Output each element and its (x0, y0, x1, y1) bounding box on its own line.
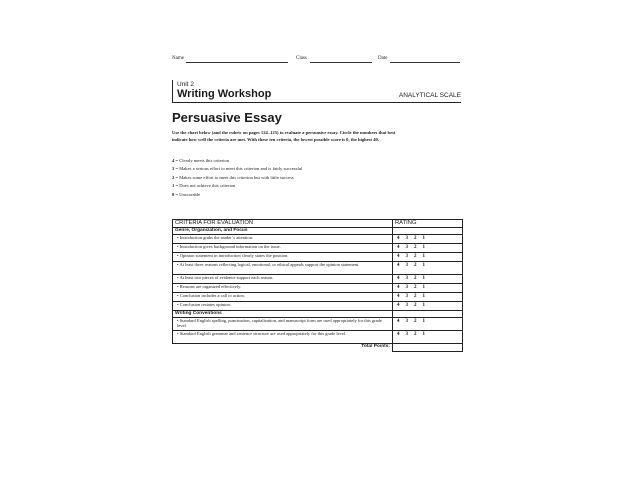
rating-option-3[interactable]: 3 (405, 319, 408, 324)
scale-item: 2 = Makes some effort to meet this criterion but with little success (172, 174, 294, 180)
rating-option-4[interactable]: 4 (397, 263, 400, 268)
rating-column-header: RATING (393, 220, 463, 228)
rating-cell (393, 262, 463, 275)
table-row (173, 275, 463, 284)
score-scale-list (172, 157, 432, 199)
rating-option-2[interactable]: 2 (414, 236, 417, 241)
rating-option-2[interactable]: 2 (414, 285, 417, 290)
section-title: Writing Conventions (173, 311, 393, 318)
rating-option-3[interactable]: 3 (405, 245, 408, 250)
rating-option-4[interactable]: 4 (397, 236, 400, 241)
rating-option-2[interactable]: 2 (414, 276, 417, 281)
rating-option-2[interactable]: 2 (414, 332, 417, 337)
table-row (173, 253, 463, 262)
rating-option-3[interactable]: 3 (405, 294, 408, 299)
name-line (186, 62, 288, 63)
rating-option-2[interactable]: 2 (414, 245, 417, 250)
rating-option-2[interactable]: 2 (414, 263, 417, 268)
rating-option-4[interactable]: 4 (397, 245, 400, 250)
rating-cell (393, 293, 463, 302)
rating-option-4[interactable]: 4 (397, 254, 400, 259)
rating-option-2[interactable]: 2 (414, 319, 417, 324)
instructions-paragraph: Use the chart below (and the rubric on pages 124–125) to evaluate a persuasive essay. Circle the numbers that best indicate how well the criteria are met. With these ten criteria, the lowest possible score is 0, the highest 40. (172, 130, 396, 142)
rating-option-1[interactable]: 1 (422, 236, 425, 241)
rating-option-1[interactable]: 1 (422, 254, 425, 259)
section-row (173, 228, 463, 235)
rating-option-1[interactable]: 1 (422, 303, 425, 308)
student-info-line (172, 53, 460, 65)
rating-cell (393, 244, 463, 253)
criterion-text: • Opinion statement in introduction clearly states the position. (177, 253, 289, 258)
table-header-row (173, 220, 463, 228)
table-row (173, 293, 463, 302)
rating-option-1[interactable]: 1 (422, 245, 425, 250)
scale-item: 4 = Clearly meets this criterion (172, 158, 230, 163)
criterion-text: • Standard English grammar and sentence structure are used appropriately for this grade level. (177, 331, 347, 336)
criterion-cell (173, 284, 393, 293)
rating-option-1[interactable]: 1 (422, 319, 425, 324)
rating-option-2[interactable]: 2 (414, 303, 417, 308)
rubric-table (172, 219, 460, 352)
criterion-cell (173, 293, 393, 302)
section-row (173, 311, 463, 318)
name-label: Name (172, 56, 184, 61)
rating-cell (393, 284, 463, 293)
criteria-column-header: CRITERIA FOR EVALUATION (173, 220, 393, 228)
criterion-cell (173, 262, 393, 275)
criterion-cell (173, 244, 393, 253)
rating-option-2[interactable]: 2 (414, 254, 417, 259)
unit-label: Unit 2 (177, 81, 194, 88)
rating-option-1[interactable]: 1 (422, 263, 425, 268)
criterion-cell (173, 235, 393, 244)
rating-option-4[interactable]: 4 (397, 276, 400, 281)
rating-option-3[interactable]: 3 (405, 285, 408, 290)
criterion-text: • Conclusion restates opinion. (177, 302, 231, 307)
scale-item: 1 = Does not achieve this criterion (172, 183, 236, 189)
rating-option-1[interactable]: 1 (422, 332, 425, 337)
criterion-cell (173, 302, 393, 311)
class-line (310, 62, 372, 63)
table-row (173, 318, 463, 331)
rating-option-3[interactable]: 3 (405, 254, 408, 259)
rating-option-4[interactable]: 4 (397, 285, 400, 290)
criterion-text: • At least two pieces of evidence support each reason. (177, 275, 274, 280)
rating-option-3[interactable]: 3 (405, 303, 408, 308)
scale-item: 3 = Makes a serious effort to meet this criterion and is fairly successful (172, 166, 303, 172)
criterion-text: • Conclusion includes a call to action. (177, 293, 245, 298)
table-row (173, 235, 463, 244)
scale-item: 0 = Unscorable (172, 191, 201, 197)
rating-option-4[interactable]: 4 (397, 319, 400, 324)
criterion-cell (173, 331, 393, 344)
date-label: Date (378, 56, 388, 61)
table-row (173, 284, 463, 293)
rating-cell (393, 253, 463, 262)
rating-cell (393, 302, 463, 311)
unit-header (172, 80, 461, 103)
rating-option-4[interactable]: 4 (397, 332, 400, 337)
rating-option-1[interactable]: 1 (422, 276, 425, 281)
rating-cell (393, 331, 463, 344)
table-row (173, 302, 463, 311)
criterion-text: • Introduction grabs the reader’s attention. (177, 235, 253, 240)
page-title: Persuasive Essay (172, 110, 282, 125)
rating-option-4[interactable]: 4 (397, 294, 400, 299)
rating-option-3[interactable]: 3 (405, 332, 408, 337)
criterion-cell (173, 275, 393, 284)
section-title: Genre, Organization, and Focus (173, 228, 393, 235)
total-label: Total Points: (173, 344, 393, 352)
criterion-text: • Introduction gives background information on the issue. (177, 244, 281, 249)
rating-cell (393, 235, 463, 244)
table-row (173, 244, 463, 253)
rating-option-1[interactable]: 1 (422, 285, 425, 290)
rating-option-4[interactable]: 4 (397, 303, 400, 308)
criterion-text: • Standard English spelling, punctuation, capitalization, and manuscript form are used appropriately for this grade level. (177, 318, 382, 329)
criterion-text: • Reasons are organized effectively. (177, 284, 242, 289)
criterion-cell (173, 253, 393, 262)
class-label: Class (296, 56, 307, 61)
total-points-field[interactable] (393, 344, 463, 352)
rating-cell (393, 275, 463, 284)
section-items (173, 235, 463, 311)
table-row (173, 331, 463, 344)
section-items (173, 318, 463, 344)
table-row (173, 262, 463, 275)
rating-option-2[interactable]: 2 (414, 294, 417, 299)
total-row (173, 344, 463, 352)
rating-option-3[interactable]: 3 (405, 263, 408, 268)
rating-option-3[interactable]: 3 (405, 276, 408, 281)
workshop-title: Writing Workshop (177, 88, 272, 100)
criterion-text: • At least three reasons reflecting logical, emotional, or ethical appeals support the opinion statement. (177, 262, 360, 267)
criterion-cell (173, 318, 393, 331)
rating-option-1[interactable]: 1 (422, 294, 425, 299)
scale-label: ANALYTICAL SCALE (398, 92, 461, 99)
rating-cell (393, 318, 463, 331)
rating-option-3[interactable]: 3 (405, 236, 408, 241)
date-line (390, 62, 460, 63)
